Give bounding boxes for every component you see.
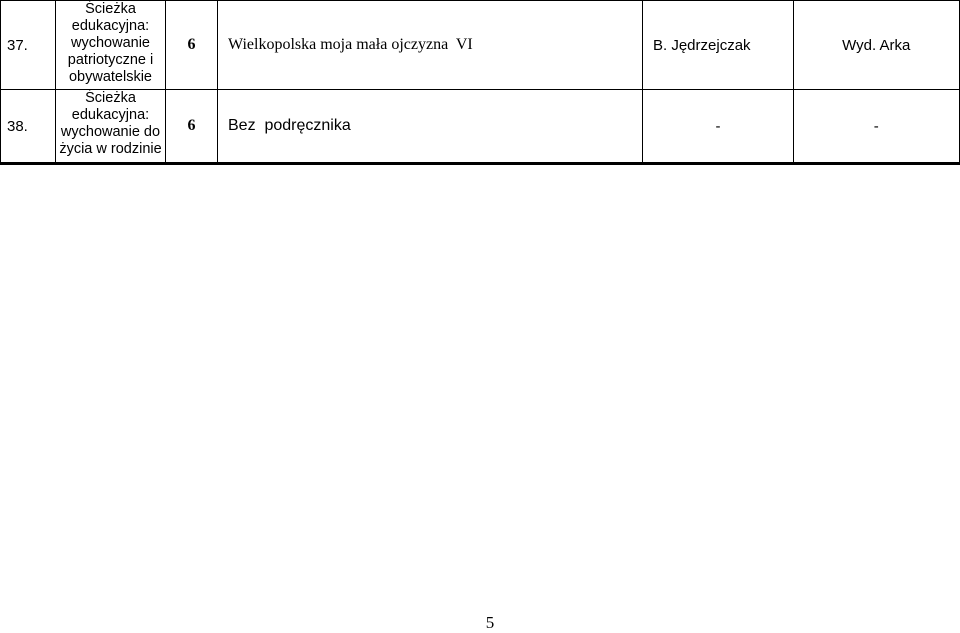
author: - [643,90,794,164]
class-level: 6 [166,90,218,164]
subject-line: patriotyczne i [67,52,154,68]
publisher: - [794,90,960,164]
subject-line: edukacyjna: [71,107,150,123]
textbook-table [0,0,960,165]
textbook-title: Wielkopolska moja mała ojczyzna VI [218,1,643,90]
author: B. Jędrzejczak [643,1,794,90]
subject-line: życia w rodzinie [59,141,162,157]
textbook-title: Bez podręcznika [218,90,643,164]
subject-line: obywatelskie [68,69,152,85]
row-number: 37. [1,1,56,90]
table-row [1,1,960,90]
subject-cell [56,1,166,90]
page-number: 5 [485,613,495,632]
subject-line: wychowanie do [60,124,161,140]
subject-line: Ścieżka [85,1,136,17]
subject-line: edukacyjna: [71,18,150,34]
subject-line: wychowanie [71,35,150,51]
subject-line: Ścieżka [85,90,136,106]
table-row [1,90,960,164]
subject-cell [56,90,166,164]
class-level: 6 [166,1,218,90]
publisher: Wyd. Arka [794,1,960,90]
row-number: 38. [1,90,56,164]
